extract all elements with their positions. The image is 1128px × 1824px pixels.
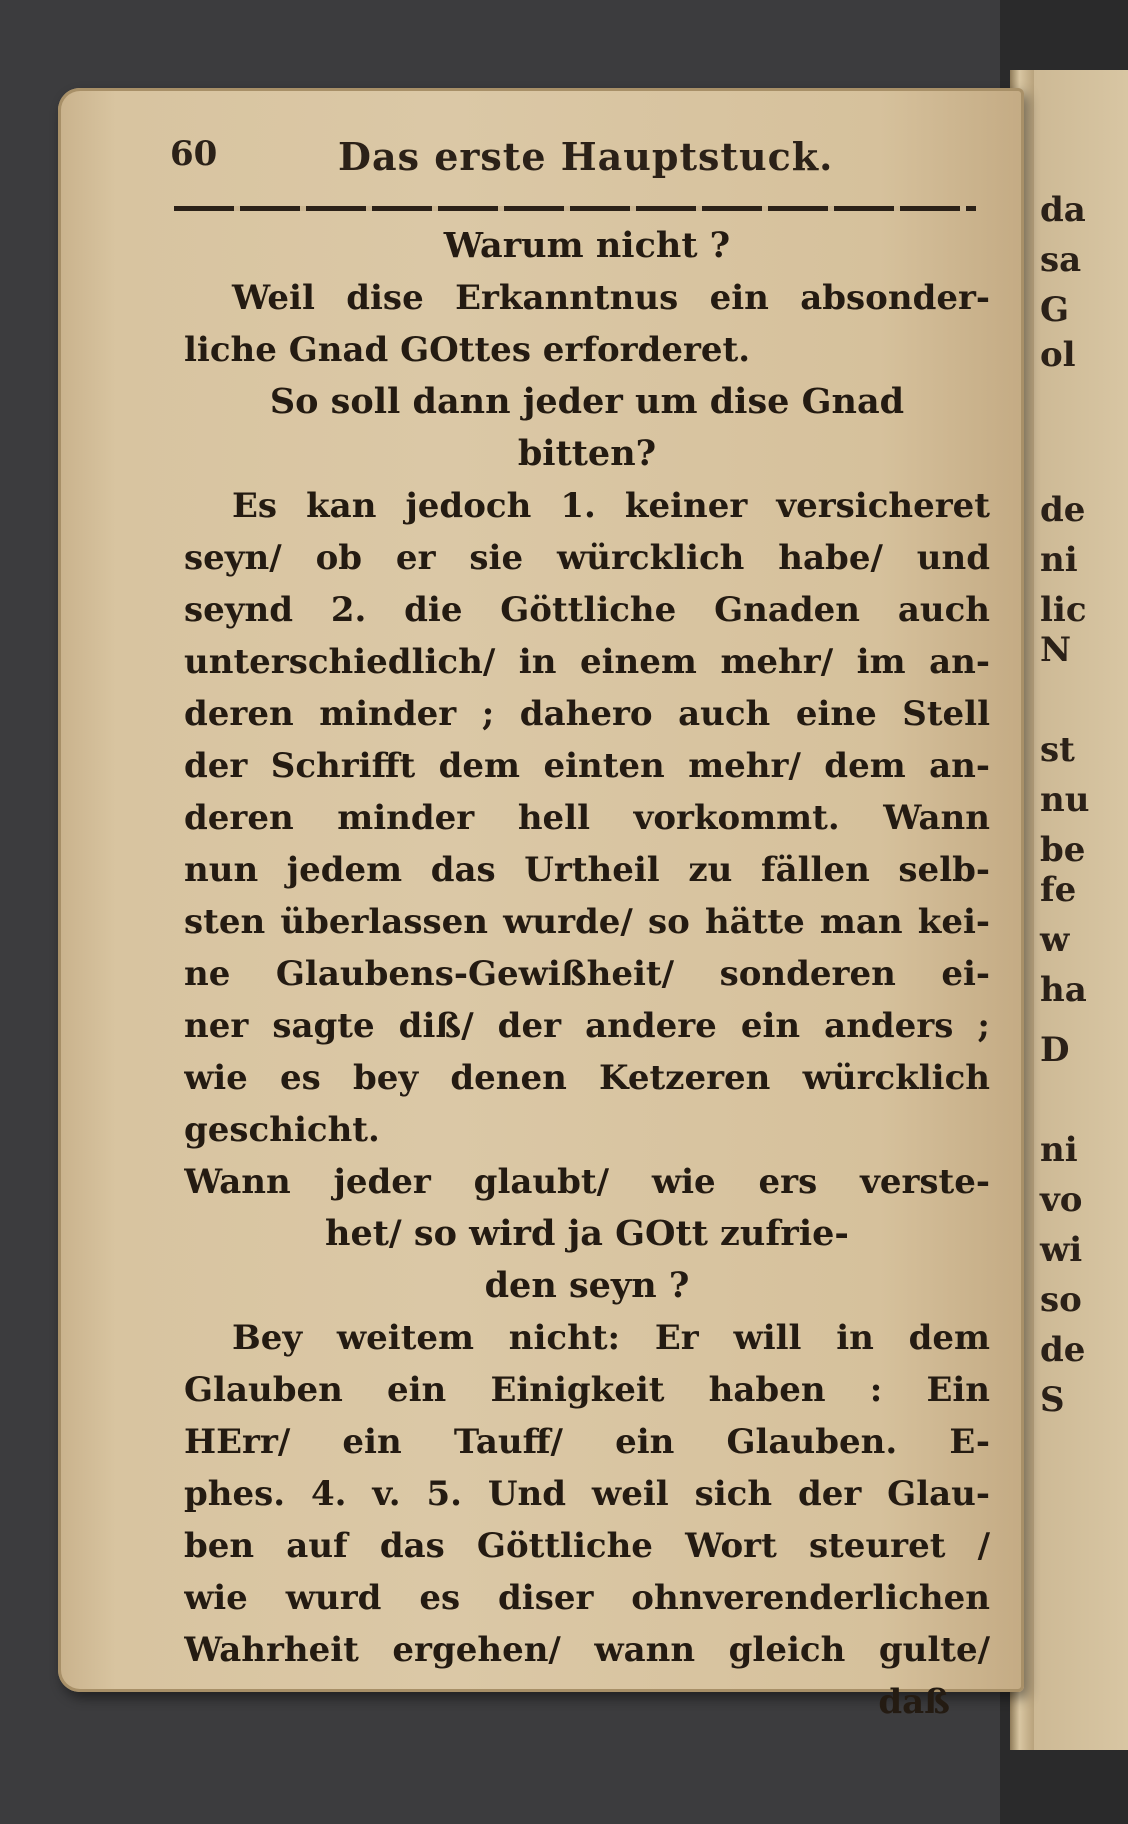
text-line: Warum nicht ? (443, 225, 731, 266)
text-line: den seyn ? (484, 1265, 690, 1306)
page-number: 60 (170, 134, 218, 174)
facing-page-fragment: S (1040, 1380, 1065, 1420)
facing-page-fragment: sa (1040, 240, 1082, 280)
running-head: Das erste Hauptstuck. (338, 134, 834, 179)
text-line: Wann jeder glaubt/ wie ers verste- (184, 1162, 990, 1202)
text-line: unterschiedlich/ in einem mehr/ im an- (184, 642, 990, 682)
text-line: Glauben ein Einigkeit haben : Ein (184, 1370, 990, 1410)
facing-page-fragment: st (1040, 730, 1075, 770)
facing-page-fragment: w (1040, 920, 1070, 960)
facing-page-fragment: da (1040, 190, 1086, 230)
body-text (184, 220, 990, 1728)
text-line: wie wurd es diser ohnverenderlichen (184, 1578, 990, 1618)
facing-page-fragment: ni (1040, 1130, 1078, 1170)
text-line: nun jedem das Urtheil zu fällen selb- (184, 850, 990, 890)
text-line: So soll dann jeder um dise Gnad (269, 381, 905, 422)
text-line: seyn/ ob er sie würcklich habe/ und (184, 538, 990, 578)
text-line: deren minder ; dahero auch eine Stell (184, 694, 990, 734)
facing-page-fragment: de (1040, 1330, 1086, 1370)
facing-page-fragment: G (1040, 290, 1070, 330)
text-line: Es kan jedoch 1. keiner versicheret (232, 486, 990, 526)
text-line: ner sagte diß/ der andere ein anders ; (184, 1006, 990, 1046)
facing-page-edge (1034, 70, 1128, 1750)
facing-page-fragment: ol (1040, 335, 1076, 375)
text-line: seynd 2. die Göttliche Gnaden auch (184, 590, 990, 630)
page-header (170, 134, 980, 186)
text-line: Wahrheit ergehen/ wann gleich gulte/ (184, 1630, 990, 1670)
facing-page-fragment: wi (1040, 1230, 1083, 1270)
header-rule (174, 206, 976, 211)
facing-page-fragment: ni (1040, 540, 1078, 580)
facing-page-fragment: de (1040, 490, 1086, 530)
text-line: daß (878, 1682, 950, 1722)
text-line: Weil dise Erkanntnus ein absonder- (232, 278, 990, 318)
facing-page-fragment: fe (1040, 870, 1077, 910)
facing-page-fragment: ha (1040, 970, 1087, 1010)
text-line: liche Gnad GOttes erforderet. (184, 330, 751, 370)
text-line: sten überlassen wurde/ so hätte man kei- (184, 902, 990, 942)
facing-page-fragment: vo (1040, 1180, 1083, 1220)
text-line: phes. 4. v. 5. Und weil sich der Glau- (184, 1474, 990, 1514)
text-line: het/ so wird ja GOtt zufrie- (325, 1213, 849, 1254)
facing-page-fragment: N (1040, 630, 1072, 670)
facing-page-fragment: so (1040, 1280, 1082, 1320)
text-line: wie es bey denen Ketzeren würcklich (184, 1058, 990, 1098)
text-line: bitten? (517, 433, 657, 474)
text-line: ben auf das Göttliche Wort steuret / (184, 1526, 990, 1566)
text-line: der Schrifft dem einten mehr/ dem an- (184, 746, 990, 786)
facing-page-fragment: be (1040, 830, 1086, 870)
facing-page-fragment: nu (1040, 780, 1090, 820)
text-line: geschicht. (184, 1110, 380, 1150)
text-line: ne Glaubens-Gewißheit/ sonderen ei- (184, 954, 990, 994)
text-line: Bey weitem nicht: Er will in dem (232, 1318, 990, 1358)
text-line: deren minder hell vorkommt. Wann (184, 798, 990, 838)
text-line: HErr/ ein Tauff/ ein Glauben. E- (184, 1422, 990, 1462)
facing-page-fragment: D (1040, 1030, 1070, 1070)
facing-page-fragment: lic (1040, 590, 1087, 630)
